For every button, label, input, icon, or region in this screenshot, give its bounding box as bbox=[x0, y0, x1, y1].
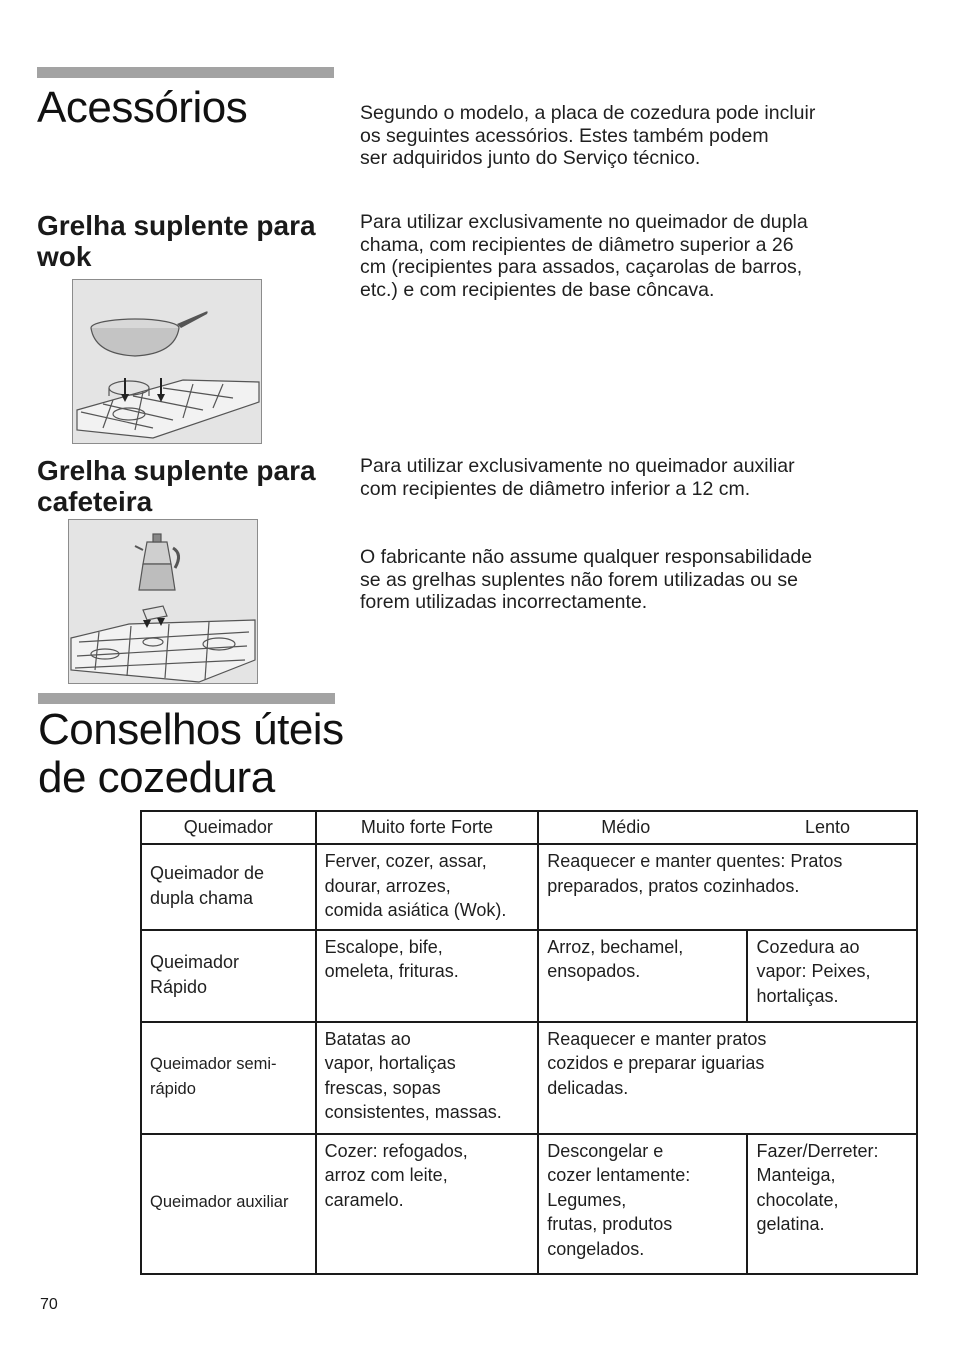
wok-grid-title bbox=[37, 210, 316, 272]
wok-title-line: wok bbox=[37, 241, 92, 272]
cell-line: comida asiática (Wok). bbox=[324, 900, 507, 920]
cell-line: chocolate, bbox=[756, 1189, 839, 1210]
cell-line: Ferver, cozer, assar, bbox=[324, 851, 487, 871]
coffee-title-line: Grelha suplente para bbox=[37, 455, 316, 486]
cell-line: Legumes, bbox=[547, 1189, 627, 1210]
cell-line: frutas, produtos bbox=[547, 1214, 673, 1234]
burner-cell bbox=[141, 1134, 316, 1274]
table-row bbox=[141, 844, 917, 930]
section-bar-tips bbox=[38, 693, 335, 704]
cell-line: Reaquecer e manter pratos bbox=[547, 1028, 767, 1049]
cell-line: cozer lentamente: bbox=[547, 1165, 691, 1185]
header-slow: Lento bbox=[804, 817, 850, 838]
slow-cell bbox=[747, 1134, 917, 1274]
cell-line: omeleta, frituras. bbox=[324, 961, 459, 981]
slow-cell bbox=[747, 930, 917, 1022]
wok-illustration-icon bbox=[73, 280, 261, 443]
table-row bbox=[141, 1022, 917, 1134]
table-row bbox=[141, 1134, 917, 1274]
cell-line: Cozer: refogados, bbox=[324, 1140, 468, 1161]
accessories-title: Acessórios bbox=[37, 83, 248, 132]
cell-line: Queimador semi- bbox=[150, 1055, 277, 1073]
wok-text-line: etc.) e com recipientes de base côncava. bbox=[360, 278, 715, 301]
accessories-intro bbox=[360, 102, 900, 170]
medium-slow-cell bbox=[538, 1022, 917, 1134]
cell-line: ensopados. bbox=[547, 961, 641, 981]
cell-line: hortaliças. bbox=[756, 985, 839, 1006]
cell-line: gelatina. bbox=[756, 1214, 825, 1234]
coffee-grid-description bbox=[360, 455, 900, 500]
intro-line: ser adquiridos junto do Serviço técnico. bbox=[360, 147, 701, 169]
disclaimer-line: se as grelhas suplentes não forem utilizadas ou se bbox=[360, 568, 798, 591]
cell-line: Descongelar e bbox=[547, 1140, 664, 1161]
cooking-tips-table bbox=[140, 810, 918, 1275]
table-header-row bbox=[141, 811, 917, 844]
intro-line: os seguintes acessórios. Estes também podem bbox=[360, 124, 769, 147]
tips-title-line: Conselhos úteis bbox=[38, 705, 344, 754]
cell-line: consistentes, massas. bbox=[324, 1102, 502, 1122]
wok-text-line: chama, com recipientes de diâmetro superior a 26 bbox=[360, 233, 794, 256]
wok-grid-illustration bbox=[72, 279, 262, 444]
cell-line: cozidos e preparar iguarias bbox=[547, 1053, 765, 1073]
cell-line: congelados. bbox=[547, 1238, 645, 1259]
medium-cell bbox=[538, 930, 747, 1022]
cell-line: Arroz, bechamel, bbox=[547, 936, 684, 957]
header-medium-slow bbox=[538, 811, 917, 844]
tips-title bbox=[38, 706, 344, 802]
cell-line: Manteiga, bbox=[756, 1165, 836, 1185]
cell-line: frescas, sopas bbox=[324, 1077, 441, 1098]
cell-line: Queimador bbox=[150, 952, 240, 972]
strong-cell bbox=[316, 844, 539, 930]
wok-grid-description bbox=[360, 211, 900, 301]
disclaimer bbox=[360, 546, 900, 614]
cell-line: dourar, arrozes, bbox=[324, 875, 451, 896]
wok-title-line: Grelha suplente para bbox=[37, 210, 316, 241]
cell-line: dupla chama bbox=[150, 887, 254, 908]
burner-cell bbox=[141, 844, 316, 930]
cell-line: delicadas. bbox=[547, 1077, 629, 1098]
cell-line: Queimador de bbox=[150, 863, 265, 884]
cell-line: vapor: Peixes, bbox=[756, 961, 871, 981]
header-strong: Muito forte Forte bbox=[316, 811, 539, 844]
medium-cell bbox=[538, 1134, 747, 1274]
coffee-grid-illustration bbox=[68, 519, 258, 684]
section-bar-accessories bbox=[37, 67, 334, 78]
intro-line: Segundo o modelo, a placa de cozedura pode incluir bbox=[360, 102, 816, 124]
burner-cell bbox=[141, 1022, 316, 1134]
strong-cell bbox=[316, 930, 539, 1022]
header-burner: Queimador bbox=[141, 811, 316, 844]
cell-line: arroz com leite, bbox=[324, 1165, 448, 1185]
coffee-text-line: com recipientes de diâmetro inferior a 12 cm. bbox=[360, 477, 751, 500]
disclaimer-line: O fabricante não assume qualquer responsabilidade bbox=[360, 546, 813, 568]
header-medium: Médio bbox=[601, 817, 651, 838]
cell-line: vapor, hortaliças bbox=[324, 1053, 456, 1073]
cell-line: Fazer/Derreter: bbox=[756, 1140, 879, 1161]
cell-line: preparados, pratos cozinhados. bbox=[547, 875, 800, 896]
cell-line: rápido bbox=[150, 1079, 196, 1098]
cell-line: Escalope, bife, bbox=[324, 936, 443, 957]
tips-title-line: de cozedura bbox=[38, 753, 275, 802]
strong-cell bbox=[316, 1134, 539, 1274]
coffee-maker-illustration-icon bbox=[69, 520, 257, 683]
coffee-grid-title bbox=[37, 455, 316, 517]
coffee-title-line: cafeteira bbox=[37, 486, 153, 517]
table-row bbox=[141, 930, 917, 1022]
cell-line: Rápido bbox=[150, 976, 208, 997]
cell-line: Cozedura ao bbox=[756, 936, 860, 957]
cell-line: Reaquecer e manter quentes: Pratos bbox=[547, 851, 843, 871]
burner-cell bbox=[141, 930, 316, 1022]
disclaimer-line: forem utilizadas incorrectamente. bbox=[360, 591, 648, 613]
page-number: 70 bbox=[40, 1296, 58, 1313]
coffee-text-line: Para utilizar exclusivamente no queimador auxiliar bbox=[360, 455, 795, 477]
wok-text-line: cm (recipientes para assados, caçarolas de barros, bbox=[360, 256, 803, 278]
strong-cell bbox=[316, 1022, 539, 1134]
cell-line: Queimador auxiliar bbox=[150, 1193, 289, 1212]
medium-slow-cell bbox=[538, 844, 917, 930]
cell-line: caramelo. bbox=[324, 1189, 404, 1210]
cell-line: Batatas ao bbox=[324, 1028, 411, 1049]
wok-text-line: Para utilizar exclusivamente no queimador de dupla bbox=[360, 211, 808, 233]
